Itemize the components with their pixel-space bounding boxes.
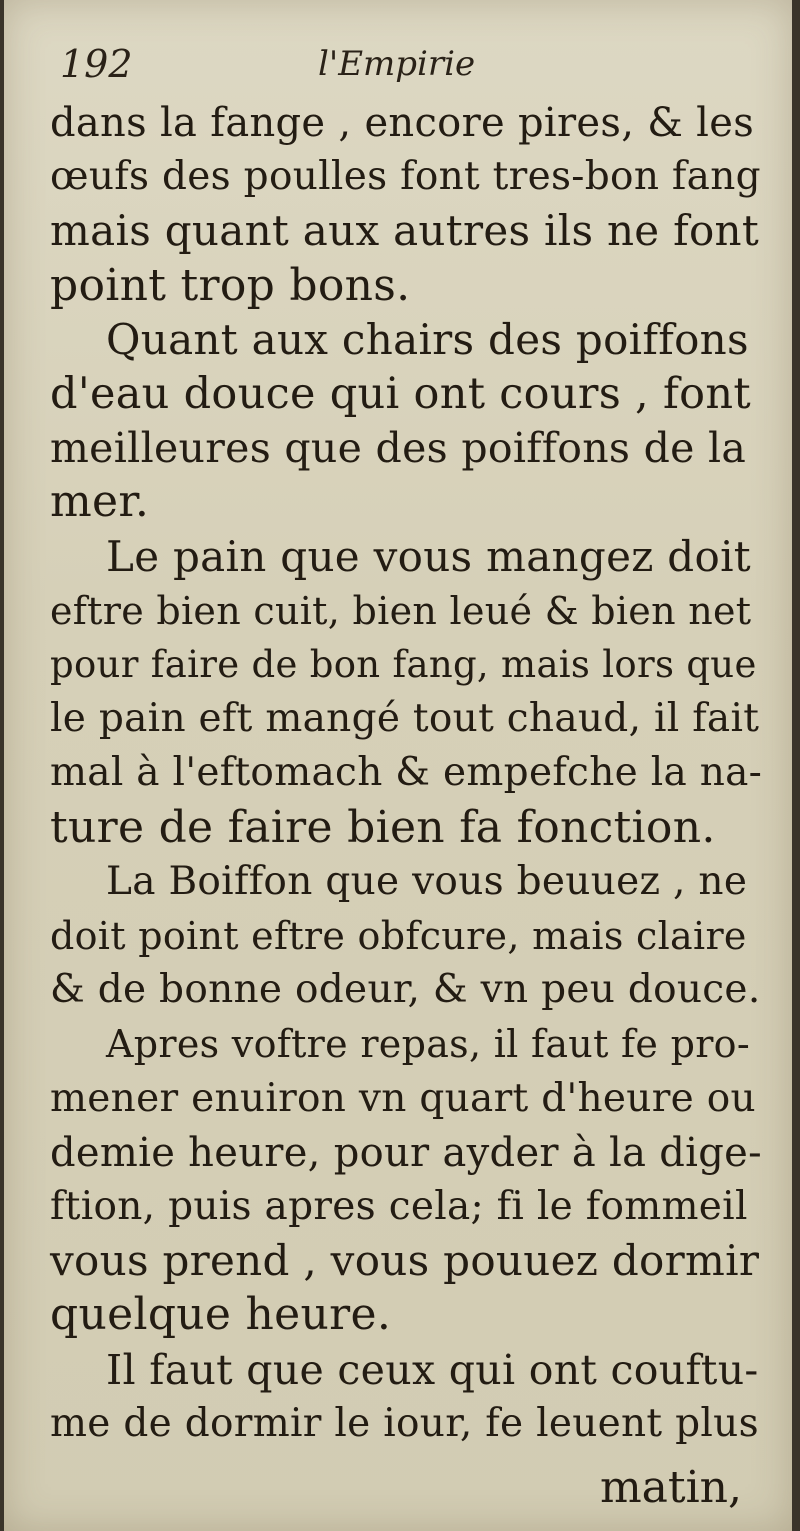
- text-line: dans la fange , encore pires, & les: [50, 100, 755, 146]
- text-line: mais quant aux autres ils ne font: [50, 206, 760, 256]
- text-line: me de dormir le iour, fe leuent plus: [50, 1400, 759, 1446]
- text-line: meilleures que des poiffons de la: [50, 424, 747, 473]
- text-line: quelque heure.: [50, 1289, 392, 1341]
- text-line: point trop bons.: [50, 259, 411, 311]
- text-line: Quant aux chairs des poiffons: [106, 314, 749, 364]
- page-header: [56, 42, 756, 90]
- text-line: ture de faire bien fa fonction.: [50, 801, 716, 853]
- text-line: doit point eftre obfcure, mais claire: [50, 914, 747, 959]
- text-line: & de bonne odeur, & vn peu douce.: [50, 967, 761, 1013]
- body-text: [50, 96, 762, 1451]
- text-line: mener enuiron vn quart d'heure ou: [50, 1075, 756, 1121]
- text-line: œufs des poulles font tres-bon fang: [50, 154, 761, 200]
- text-line: le pain eft mangé tout chaud, il fait: [50, 696, 760, 742]
- text-line: d'eau douce qui ont cours , font: [50, 369, 751, 420]
- page-number: 192: [60, 42, 133, 86]
- text-line: Le pain que vous mangez doit: [106, 531, 751, 581]
- catchword: matin,: [599, 1462, 742, 1513]
- text-line: eftre bien cuit, bien leué & bien net: [50, 588, 752, 633]
- running-head: l'Empirie: [318, 44, 476, 84]
- text-line: Il faut que ceux qui ont couftu-: [106, 1345, 759, 1394]
- book-page: [4, 0, 792, 1531]
- text-line: ftion, puis apres cela; fi le fommeil: [50, 1184, 748, 1230]
- text-line: Apres voftre repas, il faut fe pro-: [106, 1022, 750, 1067]
- text-line: demie heure, pour ayder à la dige-: [50, 1129, 762, 1176]
- text-line: mal à l'eftomach & empefche la na-: [50, 750, 763, 796]
- text-line: vous prend , vous pouuez dormir: [50, 1236, 760, 1286]
- text-line: pour faire de bon fang, mais lors que: [50, 643, 757, 687]
- text-line: La Boiffon que vous beuuez , ne: [106, 858, 748, 904]
- text-line: mer.: [50, 476, 150, 528]
